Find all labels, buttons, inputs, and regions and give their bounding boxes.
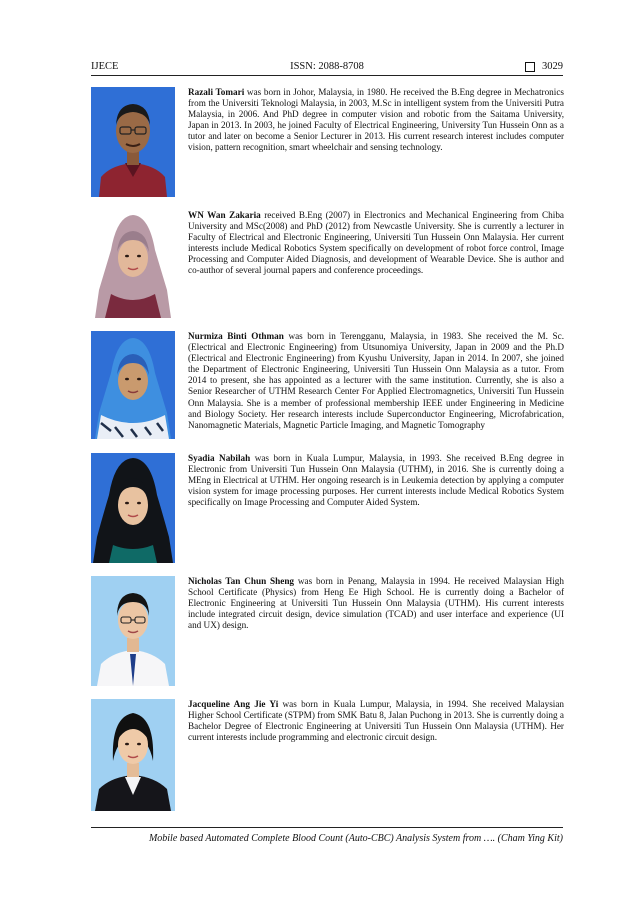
footer-rule: [91, 827, 563, 828]
bio-description: was born in Terengganu, Malaysia, in 1983. She received the M. Sc. (Electrical and Electronic Engineering) from Utsunomiya University, Japan in 2009 and the Ph.D (Electrical and Electronic Engineering) from Kyushu University, Japan in 2014. In 2007, she joined the Department of Electronic Engineering, Universiti Tun Hussein Onn Malaysia as a tutor. From 2014 to present, she has appointed as a lecturer with the same institution. Currently, she is also a Senior Researcher of UTHM Research Center For Applied Electromagnetics, Universiti Tun Hussein Onn Malaysia. She is a member of professional membership IEEE under Engineering in Medicine and Biology Society. Her research interests include Superconductor Engineering, Microfabrication, Nanomagnetic Materials, Magnetic Particle Imaging, and Magnetic Tomography: [188, 331, 565, 430]
bio-text-4: [188, 453, 564, 508]
issn: ISSN: 2088-8708: [290, 61, 364, 72]
bio-text-3: [188, 331, 564, 431]
author-name: WN Wan Zakaria: [188, 210, 261, 220]
author-name: Jacqueline Ang Jie Yi: [188, 699, 279, 709]
author-name: Syadia Nabilah: [188, 453, 251, 463]
bio-description: was born in Kuala Lumpur, Malaysia, in 1994. She received Malaysian Higher School Certificate (STPM) from SMK Batu 8, Jalan Puchong in 2013. She is currently doing a Bachelor Degree of Electronic Engineering at Universiti Tun Hussein Onn Malaysia (UTHM). Her current interests include programming and electronic circuit design.: [188, 699, 564, 743]
bio-description: was born in Kuala Lumpur, Malaysia, in 1993. She received B.Eng degree in Electronic from Universiti Tun Hussein Onn Malaysia (UTHM), in 2016. She is currently doing a MEng in Electrical at UTHM. Her ongoing research is in Leukemia detection by applying a computer vision system for image processing purposes. Her current interests include Medical Robotics System specifically on Image Processing and Computer Aided System.: [188, 453, 564, 508]
author-name: Nurmiza Binti Othman: [188, 331, 284, 341]
page-header: [91, 60, 563, 74]
bio-text-2: [188, 210, 564, 277]
journal-name: IJECE: [91, 61, 119, 72]
author-name: Nicholas Tan Chun Sheng: [188, 576, 295, 586]
checkbox-square-icon: [525, 62, 535, 72]
header-rule: [91, 75, 563, 76]
author-name: Razali Tomari: [188, 87, 245, 97]
author-photo-razali-tomari: [91, 87, 175, 197]
bio-text-5: [188, 576, 564, 631]
author-photo-nicholas-tan-chun-sheng: [91, 576, 175, 686]
author-photo-jacqueline-ang-jie-yi: [91, 699, 175, 811]
author-photo-syadia-nabilah: [91, 453, 175, 563]
bio-description: was born in Johor, Malaysia, in 1980. He received the B.Eng degree in Mechatronics from the Universiti Teknologi Malaysia, in 2003, M.Sc in intelligent system from the Universiti Putra Malaysia, in 2006. And PhD degree in computer vision and robotic from the Saitama University, Japan in 2013. In 2003, he joined Faculty of Electrical Engineering, University Tun Hussein Onn as a tutor and later on become a Senior Lecturer in 2013. His current research interest includes computer vision, pattern recognition, smart wheelchair and sensing technology.: [188, 87, 564, 153]
bio-description: was born in Penang, Malaysia in 1994. He received Malaysian High School Certificate (Physics) from Heng Ee High School. He is currently doing a Bachelor of Electronic Engineering at Universiti Tun Hussein Onn Malaysia (UTHM). His current interests include integrated circuit design, device simulation (TCAD) and user interface and experience (UI and UX) design.: [188, 576, 564, 631]
author-photo-nurmiza-binti-othman: [91, 331, 175, 439]
bio-description: received B.Eng (2007) in Electronics and Mechanical Engineering from Chiba University and MSc(2008) and PhD (2012) from Newcastle University. She is currently a lecturer in Faculty of Electrical and Electronic Engineering, Universiti Tun Hussein Onn Malaysia. Her current interests include Medical Robotics System specifically on development of robot force control, Image Processing and Computer Aided Diagnosis, and development of Wearable Device. She is author and co-author of several journal papers and conference proceedings.: [188, 210, 564, 276]
page-footer: Mobile based Automated Complete Blood Count (Auto-CBC) Analysis System from …. (Cham Ying Kit): [148, 833, 563, 844]
page-number: 3029: [542, 61, 563, 72]
author-photo-wn-wan-zakaria: [91, 210, 175, 318]
bio-text-6: [188, 699, 564, 743]
bio-text-1: [188, 87, 564, 154]
